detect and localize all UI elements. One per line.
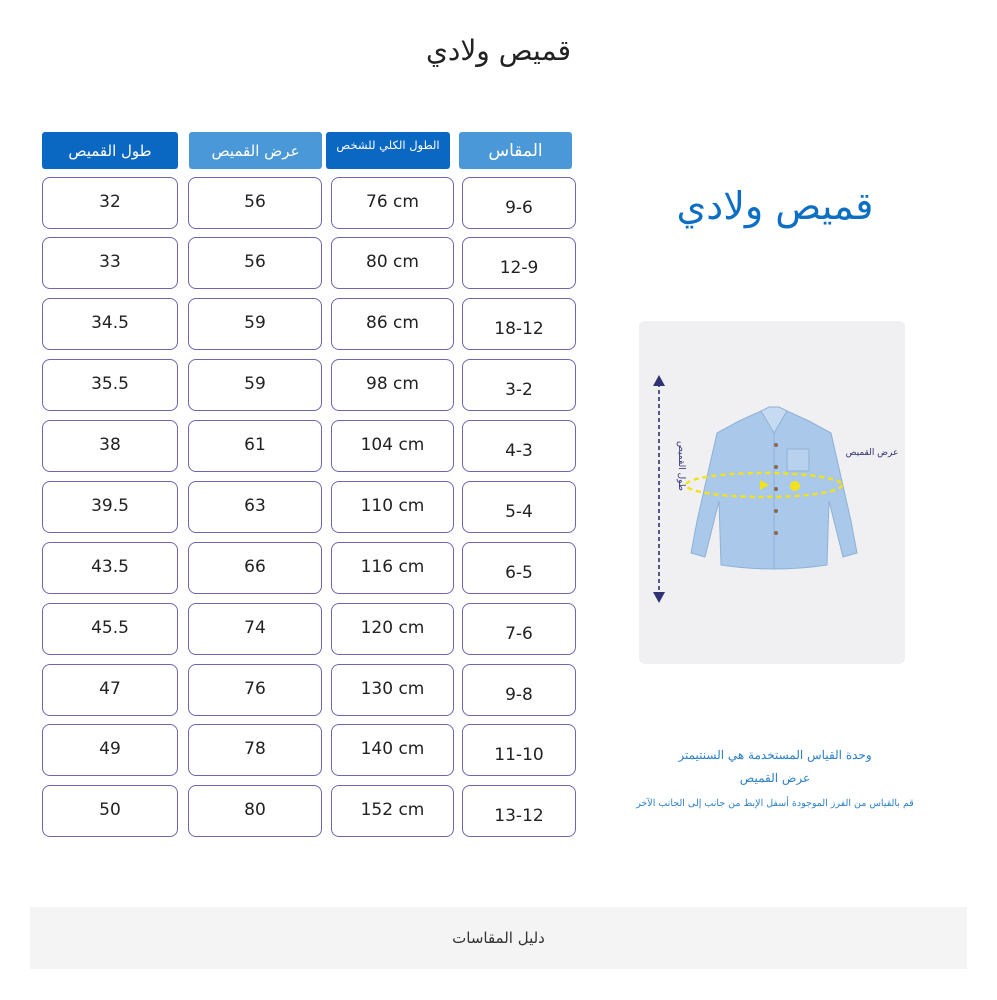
header-shirt-length: طول القميص — [42, 132, 178, 169]
cell-size — [462, 177, 576, 229]
cell-total-height-value: 116 cm — [360, 557, 425, 577]
cell-total-height-value: 140 cm — [360, 739, 425, 759]
cell-total-height — [331, 542, 454, 594]
cell-size-value: 9-8 — [505, 685, 533, 705]
cell-shirt-width — [188, 298, 322, 350]
cell-shirt-length-value: 38 — [99, 435, 121, 455]
cell-shirt-length — [42, 542, 178, 594]
cell-total-height-value: 152 cm — [360, 800, 425, 820]
cell-total-height-value: 110 cm — [360, 496, 425, 516]
cell-shirt-width-value: 76 — [244, 679, 266, 699]
cell-shirt-length — [42, 785, 178, 837]
cell-shirt-width-value: 63 — [244, 496, 266, 516]
cell-shirt-length-value: 32 — [99, 192, 121, 212]
cell-size-value: 11-10 — [494, 745, 544, 765]
cell-size — [462, 420, 576, 472]
cell-total-height — [331, 359, 454, 411]
cell-total-height-value: 104 cm — [360, 435, 425, 455]
cell-shirt-length — [42, 359, 178, 411]
cell-size-value: 18-12 — [494, 319, 544, 339]
cell-total-height — [331, 603, 454, 655]
cell-shirt-length-value: 33 — [99, 252, 121, 272]
cell-shirt-length-value: 43.5 — [91, 557, 129, 577]
cell-shirt-length — [42, 724, 178, 776]
cell-shirt-length-value: 47 — [99, 679, 121, 699]
arrow-down-icon — [653, 592, 665, 603]
cell-shirt-width-value: 61 — [244, 435, 266, 455]
cell-shirt-length — [42, 420, 178, 472]
length-label-wrap — [671, 439, 691, 499]
cell-shirt-width-value: 59 — [244, 313, 266, 333]
cell-total-height-value: 80 cm — [366, 252, 419, 272]
unit-note: وحدة القياس المستخدمة هي السنتيمتر — [678, 748, 872, 762]
page-title: قميص ولادي — [425, 34, 572, 67]
cell-shirt-length-value: 49 — [99, 739, 121, 759]
size-guide-tab[interactable]: دليل المقاسات — [30, 907, 967, 969]
cell-shirt-width — [188, 603, 322, 655]
brand-title: قميص ولادي — [676, 184, 874, 228]
cell-shirt-length-value: 34.5 — [91, 313, 129, 333]
cell-size — [462, 603, 576, 655]
cell-shirt-width-value: 56 — [244, 252, 266, 272]
cell-shirt-length-value: 45.5 — [91, 618, 129, 638]
cell-size-value: 13-12 — [494, 806, 544, 826]
cell-shirt-length — [42, 603, 178, 655]
cell-shirt-width — [188, 664, 322, 716]
cell-shirt-width — [188, 420, 322, 472]
cell-size-value: 9-6 — [505, 198, 533, 218]
cell-shirt-length-value: 50 — [99, 800, 121, 820]
cell-shirt-length — [42, 177, 178, 229]
length-label: طول القميص — [676, 441, 686, 491]
cell-shirt-width-value: 74 — [244, 618, 266, 638]
cell-shirt-width — [188, 724, 322, 776]
cell-shirt-width-value: 78 — [244, 739, 266, 759]
cell-size — [462, 785, 576, 837]
cell-total-height — [331, 785, 454, 837]
cell-total-height — [331, 724, 454, 776]
cell-shirt-width-value: 80 — [244, 800, 266, 820]
cell-shirt-width — [188, 237, 322, 289]
cell-size-value: 5-4 — [505, 502, 533, 522]
cell-size — [462, 298, 576, 350]
cell-size-value: 4-3 — [505, 441, 533, 461]
cell-total-height — [331, 298, 454, 350]
cell-shirt-width — [188, 542, 322, 594]
cell-size-value: 12-9 — [499, 258, 539, 278]
width-label: عرض القميص — [845, 448, 899, 458]
cell-shirt-length-value: 39.5 — [91, 496, 129, 516]
width-note-desc: قم بالقياس من الفرز الموجودة أسفل الإبط من جانب إلى الجانب الآخر — [636, 798, 914, 809]
header-size: المقاس — [459, 132, 572, 169]
cell-total-height — [331, 481, 454, 533]
cell-size-value: 6-5 — [505, 563, 533, 583]
cell-total-height-value: 130 cm — [360, 679, 425, 699]
cell-shirt-length — [42, 664, 178, 716]
cell-size — [462, 359, 576, 411]
cell-shirt-width — [188, 359, 322, 411]
cell-total-height — [331, 237, 454, 289]
cell-total-height — [331, 420, 454, 472]
cell-shirt-length — [42, 298, 178, 350]
arrow-up-icon — [653, 375, 665, 386]
header-shirt-width: عرض القميص — [189, 132, 322, 169]
product-image — [639, 321, 905, 664]
cell-shirt-width — [188, 481, 322, 533]
cell-shirt-length — [42, 237, 178, 289]
cell-size — [462, 481, 576, 533]
cell-shirt-width — [188, 177, 322, 229]
cell-size — [462, 542, 576, 594]
cell-total-height — [331, 664, 454, 716]
cell-total-height — [331, 177, 454, 229]
cell-shirt-length-value: 35.5 — [91, 374, 129, 394]
cell-size — [462, 237, 576, 289]
measure-point-icon — [790, 481, 800, 491]
cell-shirt-width-value: 66 — [244, 557, 266, 577]
cell-total-height-value: 98 cm — [366, 374, 419, 394]
cell-total-height-value: 86 cm — [366, 313, 419, 333]
width-note-title: عرض القميص — [739, 771, 811, 785]
cell-shirt-width-value: 59 — [244, 374, 266, 394]
cell-shirt-width-value: 56 — [244, 192, 266, 212]
header-total-height: الطول الكلي للشخص — [326, 132, 450, 169]
cell-shirt-width — [188, 785, 322, 837]
cell-size — [462, 664, 576, 716]
cell-size-value: 7-6 — [505, 624, 533, 644]
cell-size — [462, 724, 576, 776]
cell-shirt-length — [42, 481, 178, 533]
cell-total-height-value: 120 cm — [360, 618, 425, 638]
cell-size-value: 3-2 — [505, 380, 533, 400]
cell-total-height-value: 76 cm — [366, 192, 419, 212]
